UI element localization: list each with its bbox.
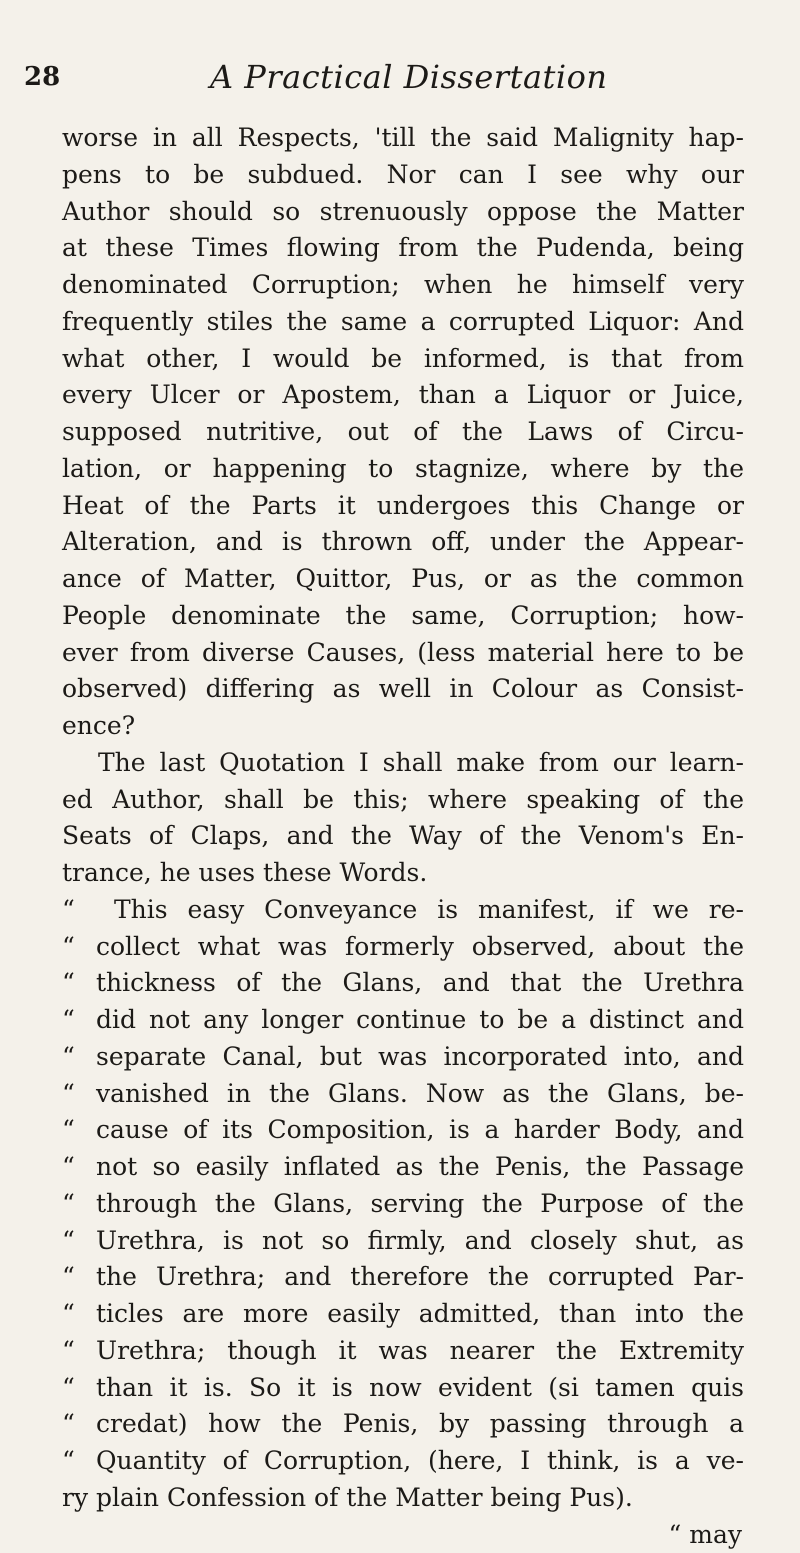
text-line: worse in all Respects, 'till the said Malignity hap- bbox=[62, 120, 744, 157]
text-line: lation, or happening to stagnize, where by the bbox=[62, 451, 744, 488]
quote-text: vanished in the Glans. Now as the Glans, be- bbox=[96, 1079, 744, 1108]
page-number: 28 bbox=[24, 62, 60, 92]
quote-line bbox=[62, 1112, 744, 1149]
quote-mark: “ bbox=[62, 1186, 75, 1223]
quote-text: the Urethra; and therefore the corrupted Par- bbox=[96, 1262, 744, 1291]
text-line: Author should so strenuously oppose the Matter bbox=[62, 194, 744, 231]
text-line: frequently stiles the same a corrupted Liquor: And bbox=[62, 304, 744, 341]
text-line: pens to be subdued. Nor can I see why our bbox=[62, 157, 744, 194]
text-line: ever from diverse Causes, (less material here to be bbox=[62, 635, 744, 672]
text-line: ed Author, shall be this; where speaking of the bbox=[62, 782, 744, 819]
quote-line bbox=[62, 1039, 744, 1076]
text-line: denominated Corruption; when he himself very bbox=[62, 267, 744, 304]
text-line: Alteration, and is thrown off, under the Appear- bbox=[62, 524, 744, 561]
quote-text: did not any longer continue to be a distinct and bbox=[96, 1005, 744, 1034]
quote-text: cause of its Composition, is a harder Body, and bbox=[96, 1115, 744, 1144]
text-line: every Ulcer or Apostem, than a Liquor or Juice, bbox=[62, 377, 744, 414]
quote-line bbox=[62, 1296, 744, 1333]
text-line: Heat of the Parts it undergoes this Change or bbox=[62, 488, 744, 525]
catchword: “ may bbox=[62, 1517, 744, 1553]
quote-text: through the Glans, serving the Purpose of the bbox=[96, 1189, 744, 1218]
quote-mark: “ bbox=[62, 1296, 75, 1333]
quote-mark: “ bbox=[62, 1076, 75, 1113]
running-head bbox=[62, 62, 744, 112]
quote-line bbox=[62, 965, 744, 1002]
quote-mark: “ bbox=[62, 1333, 75, 1370]
quote-line bbox=[62, 1259, 744, 1296]
quote-line bbox=[62, 1002, 744, 1039]
quote-mark: “ bbox=[62, 1223, 75, 1260]
quote-line bbox=[62, 1186, 744, 1223]
text-line: trance, he uses these Words. bbox=[62, 855, 744, 892]
text-line: what other, I would be informed, is that from bbox=[62, 341, 744, 378]
text-line: at these Times flowing from the Pudenda, being bbox=[62, 230, 744, 267]
paragraph-1 bbox=[62, 120, 744, 745]
quote-mark: “ bbox=[62, 1259, 75, 1296]
text-line: People denominate the same, Corruption; how- bbox=[62, 598, 744, 635]
text-line: ence? bbox=[62, 708, 744, 745]
quote-mark: “ bbox=[62, 965, 75, 1002]
quote-text: Urethra, is not so firmly, and closely shut, as bbox=[96, 1226, 744, 1255]
quote-text: collect what was formerly observed, about the bbox=[96, 932, 744, 961]
running-title: A Practical Dissertation bbox=[210, 58, 607, 96]
quote-line bbox=[62, 1149, 744, 1186]
quote-mark: “ bbox=[62, 1406, 75, 1443]
quote-text: Urethra; though it was nearer the Extremity bbox=[96, 1336, 744, 1365]
quote-line bbox=[62, 1443, 744, 1480]
quote-mark: “ bbox=[62, 1443, 75, 1480]
quote-line bbox=[62, 1333, 744, 1370]
quote-text: ticles are more easily admitted, than into the bbox=[96, 1299, 744, 1328]
quote-text: than it is. So it is now evident (si tamen quis bbox=[96, 1373, 744, 1402]
quote-text: separate Canal, but was incorporated into, and bbox=[96, 1042, 744, 1071]
text-line: ance of Matter, Quittor, Pus, or as the common bbox=[62, 561, 744, 598]
quote-line bbox=[62, 1406, 744, 1443]
quote-line bbox=[62, 1370, 744, 1407]
quote-text: not so easily inflated as the Penis, the Passage bbox=[96, 1152, 744, 1181]
quote-mark: “ bbox=[62, 892, 75, 929]
quote-text: credat) how the Penis, by passing through a bbox=[96, 1409, 744, 1438]
quote-mark: “ bbox=[62, 1039, 75, 1076]
quote-mark: “ bbox=[62, 929, 75, 966]
quote-line bbox=[62, 1223, 744, 1260]
text-line: The last Quotation I shall make from our learn- bbox=[62, 745, 744, 782]
text-line: observed) differing as well in Colour as Consist- bbox=[62, 671, 744, 708]
quote-mark: “ bbox=[62, 1149, 75, 1186]
quote-text: This easy Conveyance is manifest, if we re- bbox=[114, 895, 744, 924]
quote-mark: “ bbox=[62, 1112, 75, 1149]
body-text bbox=[62, 120, 744, 1553]
quote-line bbox=[62, 929, 744, 966]
quotation-block bbox=[62, 892, 744, 1517]
quote-line bbox=[62, 892, 744, 929]
text-line: Seats of Claps, and the Way of the Venom's En- bbox=[62, 818, 744, 855]
quote-text: thickness of the Glans, and that the Urethra bbox=[96, 968, 744, 997]
text-line: supposed nutritive, out of the Laws of Circu- bbox=[62, 414, 744, 451]
quote-mark: “ bbox=[62, 1002, 75, 1039]
quote-mark: “ bbox=[62, 1370, 75, 1407]
paragraph-2 bbox=[62, 745, 744, 892]
quote-text: Quantity of Corruption, (here, I think, is a ve- bbox=[96, 1446, 744, 1475]
quote-line bbox=[62, 1076, 744, 1113]
quote-line: ry plain Confession of the Matter being Pus). bbox=[62, 1480, 744, 1517]
